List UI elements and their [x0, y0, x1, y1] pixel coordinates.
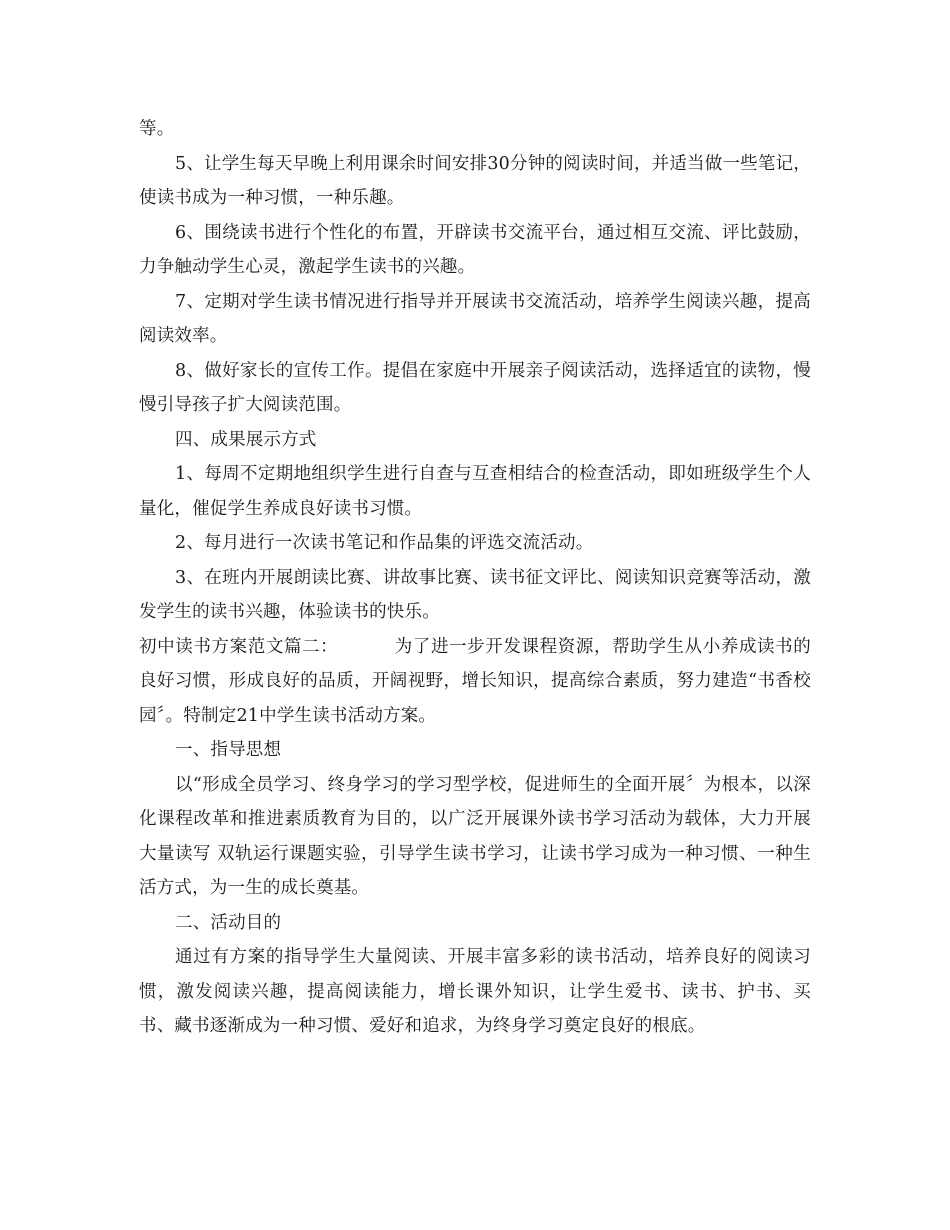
paragraph-item-7: 7、定期对学生读书情况进行指导并开展读书交流活动，培养学生阅读兴趣，提高阅读效率。 — [139, 291, 811, 346]
document-body — [139, 112, 811, 1044]
paragraph-result-3: 3、在班内开展朗读比赛、讲故事比赛、读书征文评比、阅读知识竞赛等活动，激发学生的读书兴趣，体验读书的快乐。 — [139, 567, 811, 622]
part-two-intro: 为了进一步开发课程资源，帮助学生从小养成读书的良好习惯，形成良好的品质，开阔视野，增长知识，提高综合素质，努力建造“书香校园〞。特制定21中学生读书活动方案。 — [139, 636, 811, 726]
paragraph-item-8: 8、做好家长的宣传工作。提倡在家庭中开展亲子阅读活动，选择适宜的读物，慢慢引导孩子扩大阅读范围。 — [139, 360, 811, 415]
paragraph-part-two — [139, 630, 811, 734]
section-heading-4: 四、成果展示方式 — [175, 429, 317, 450]
part-two-title: 初中读书方案范文篇二： — [139, 636, 339, 657]
section-heading-guiding: 一、指导思想 — [175, 740, 282, 760]
section-heading-purpose: 二、活动目的 — [175, 912, 282, 933]
paragraph-continuation: 等。 — [139, 119, 175, 139]
paragraph-item-6: 6、围绕读书进行个性化的布置，开辟读书交流平台，通过相互交流、评比鼓励，力争触动学生心灵，激起学生读书的兴趣。 — [139, 222, 811, 277]
paragraph-item-5: 5、让学生每天早晚上利用课余时间安排30分钟的阅读时间，并适当做一些笔记，使读书成为一种习惯，一种乐趣。 — [139, 153, 811, 208]
paragraph-purpose: 通过有方案的指导学生大量阅读、开展丰富多彩的读书活动，培养良好的阅读习惯，激发阅读兴趣，提高阅读能力，增长课外知识，让学生爱书、读书、护书、买书、藏书逐渐成为一种习惯、爱好和追求，为终身学习奠定良好的根底。 — [139, 947, 811, 1036]
paragraph-guiding-thought: 以“形成全员学习、终身学习的学习型学校，促进师生的全面开展〞为根本，以深化课程改革和推进素质教育为目的，以广泛开展课外读书学习活动为载体，大力开展大量读写 双轨运行课题实验，引导学生读书学习，让读书学习成为一种习惯、一种生活方式，为一生的成长奠基。 — [139, 774, 811, 898]
paragraph-result-2: 2、每月进行一次读书笔记和作品集的评选交流活动。 — [175, 533, 594, 553]
paragraph-result-1: 1、每周不定期地组织学生进行自查与互查相结合的检查活动，即如班级学生个人量化，催促学生养成良好读书习惯。 — [139, 464, 811, 519]
